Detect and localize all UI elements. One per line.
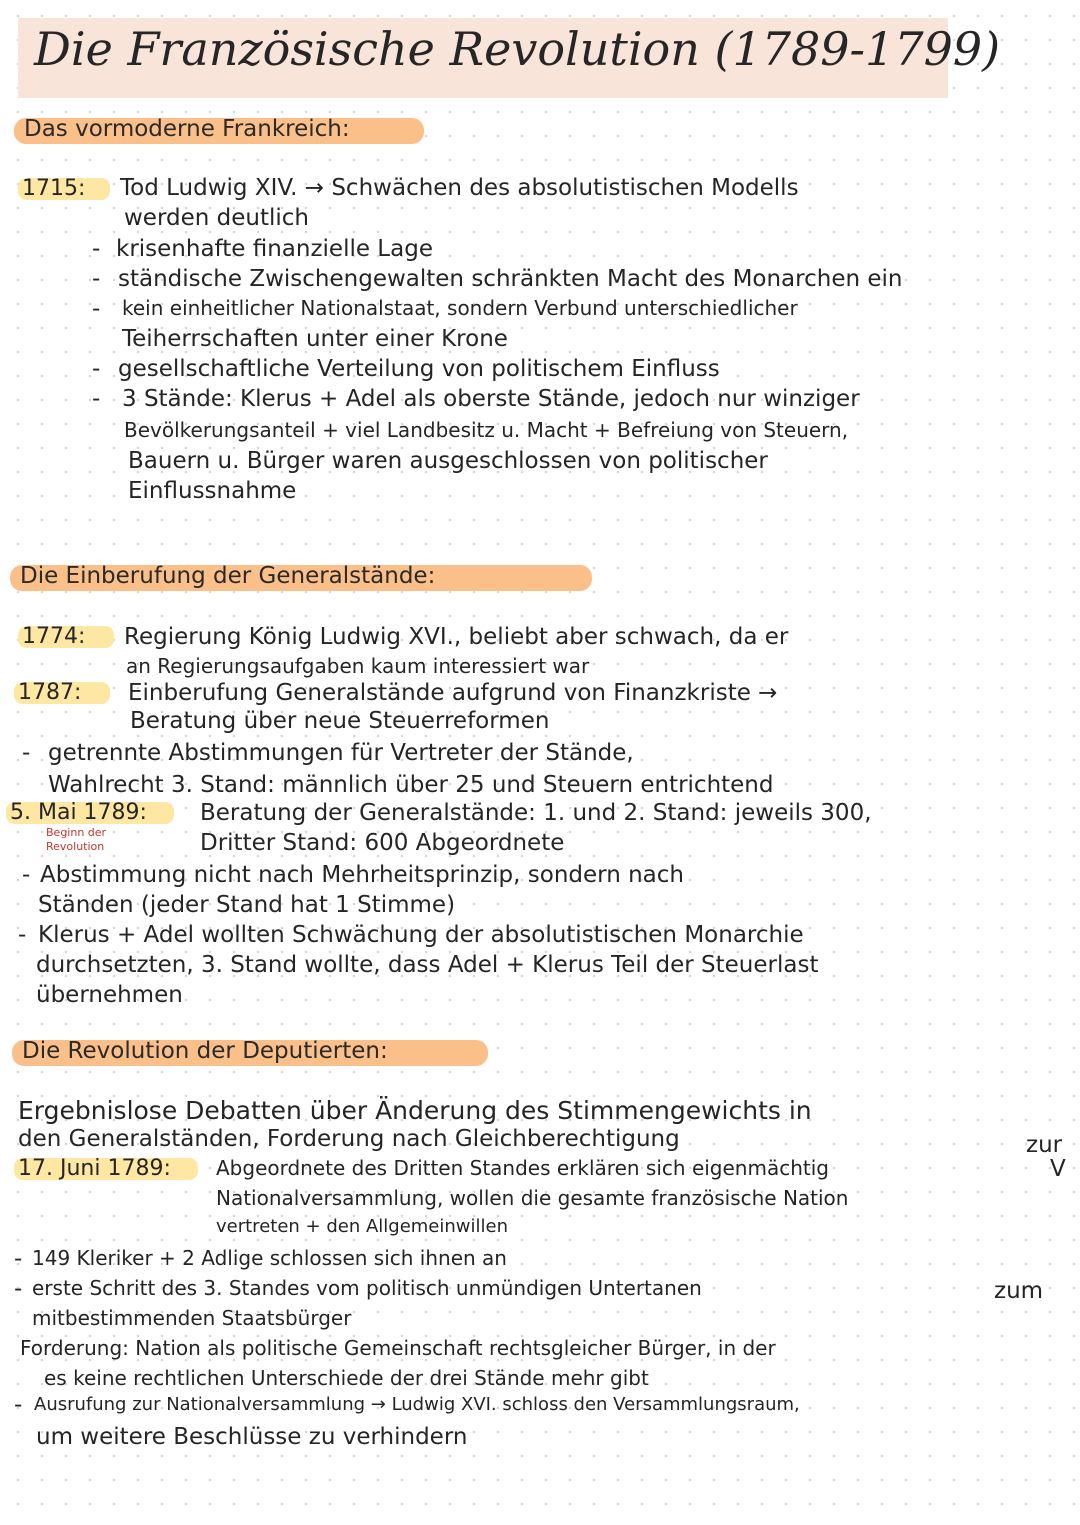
s2-line12: durchsetzten, 3. Stand wollte, dass Adel + Klerus Teil der Steuerlast — [36, 952, 819, 978]
bullet-dash: - — [92, 236, 101, 262]
bullet-dash: - — [92, 386, 101, 412]
date-5-mai-1789: 5. Mai 1789: — [10, 800, 147, 825]
bullet-dash: - — [14, 1392, 23, 1418]
s3-line11: Ausrufung zur Nationalversammlung → Ludwig XVI. schloss den Versammlungsraum, — [34, 1394, 800, 1415]
s1-bullet-1: krisenhafte finanzielle Lage — [116, 236, 433, 262]
bullet-dash: - — [92, 296, 101, 322]
s2-line4: Beratung über neue Steuerreformen — [130, 708, 550, 734]
s3-line7-right: zum — [994, 1278, 1044, 1304]
bullet-dash: - — [22, 740, 31, 766]
s3-line2-right: zur — [1026, 1132, 1063, 1158]
revolution-begin-note-1: Beginn der — [46, 826, 107, 839]
s2-line3: Einberufung Generalstände aufgrund von Finanzkriste → — [128, 680, 778, 706]
date-1715: 1715: — [22, 176, 86, 201]
s2-line2: an Regierungsaufgaben kaum interessiert war — [126, 654, 590, 678]
s3-line2: den Generalständen, Forderung nach Gleichberechtigung — [18, 1126, 680, 1152]
date-17-juni-1789: 17. Juni 1789: — [18, 1156, 171, 1181]
bullet-dash: - — [92, 356, 101, 382]
s3-line1: Ergebnislose Debatten über Änderung des Stimmengewichts in — [18, 1096, 812, 1125]
s1-bullet-3: kein einheitlicher Nationalstaat, sondern Verbund unterschiedlicher — [122, 296, 798, 320]
s2-line5: getrennte Abstimmungen für Vertreter der Stände, — [48, 740, 634, 766]
s3-line12: um weitere Beschlüsse zu verhindern — [36, 1424, 468, 1450]
s3-line7: erste Schritt des 3. Standes vom politisch unmündigen Untertanen — [32, 1276, 702, 1300]
s3-line9: Forderung: Nation als politische Gemeinschaft rechtsgleicher Bürger, in der — [20, 1336, 776, 1360]
s2-line6: Wahlrecht 3. Stand: männlich über 25 und Steuern entrichtend — [48, 772, 774, 798]
revolution-begin-note-2: Revolution — [46, 840, 105, 853]
bullet-dash: - — [22, 862, 31, 888]
s2-line1: Regierung König Ludwig XVI., beliebt aber schwach, da er — [124, 624, 789, 650]
bullet-dash: - — [92, 266, 101, 292]
section2-heading: Die Einberufung der Generalstände: — [20, 563, 436, 589]
date-1787: 1787: — [18, 680, 82, 705]
page-title: Die Französische Revolution (1789-1799) — [34, 22, 1001, 76]
date-1774: 1774: — [22, 624, 86, 649]
s3-line10: es keine rechtlichen Unterschiede der drei Stände mehr gibt — [44, 1366, 649, 1390]
s1-bullet-5c: Bauern u. Bürger waren ausgeschlossen von politischer — [128, 448, 768, 474]
s2-line13: übernehmen — [36, 982, 183, 1008]
bullet-dash: - — [18, 922, 27, 948]
section1-heading: Das vormoderne Frankreich: — [24, 116, 350, 142]
s1-bullet-5d: Einflussnahme — [128, 478, 297, 504]
s2-line11: Klerus + Adel wollten Schwächung der absolutistischen Monarchie — [38, 922, 804, 948]
bullet-dash: - — [14, 1276, 23, 1302]
s3-line5: vertreten + den Allgemeinwillen — [216, 1216, 508, 1237]
s1-bullet-2: ständische Zwischengewalten schränkten Macht des Monarchen ein — [118, 266, 903, 292]
s1-bullet-5b: Bevölkerungsanteil + viel Landbesitz u. Macht + Befreiung von Steuern, — [124, 418, 849, 442]
s1-line2: werden deutlich — [124, 205, 309, 231]
s2-line7: Beratung der Generalstände: 1. und 2. Stand: jeweils 300, — [200, 800, 872, 826]
s1-bullet-5: 3 Stände: Klerus + Adel als oberste Stände, jedoch nur winziger — [122, 386, 860, 412]
s1-bullet-4: gesellschaftliche Verteilung von politischem Einfluss — [118, 356, 720, 382]
bullet-dash: - — [14, 1246, 23, 1272]
s2-line9: Abstimmung nicht nach Mehrheitsprinzip, sondern nach — [40, 862, 684, 888]
s2-line10: Ständen (jeder Stand hat 1 Stimme) — [38, 892, 456, 918]
s3-line3-right: V — [1050, 1156, 1066, 1182]
s3-line4: Nationalversammlung, wollen die gesamte französische Nation — [216, 1186, 849, 1210]
s3-line8: mitbestimmenden Staatsbürger — [32, 1306, 352, 1330]
s1-bullet-3b: Teiherrschaften unter einer Krone — [122, 326, 508, 352]
s3-line6: 149 Kleriker + 2 Adlige schlossen sich ihnen an — [32, 1246, 507, 1270]
s2-line8: Dritter Stand: 600 Abgeordnete — [200, 830, 565, 856]
s3-line3: Abgeordnete des Dritten Standes erklären sich eigenmächtig — [216, 1156, 829, 1180]
section3-heading: Die Revolution der Deputierten: — [22, 1038, 388, 1064]
s1-line1: Tod Ludwig XIV. → Schwächen des absolutistischen Modells — [120, 175, 799, 201]
